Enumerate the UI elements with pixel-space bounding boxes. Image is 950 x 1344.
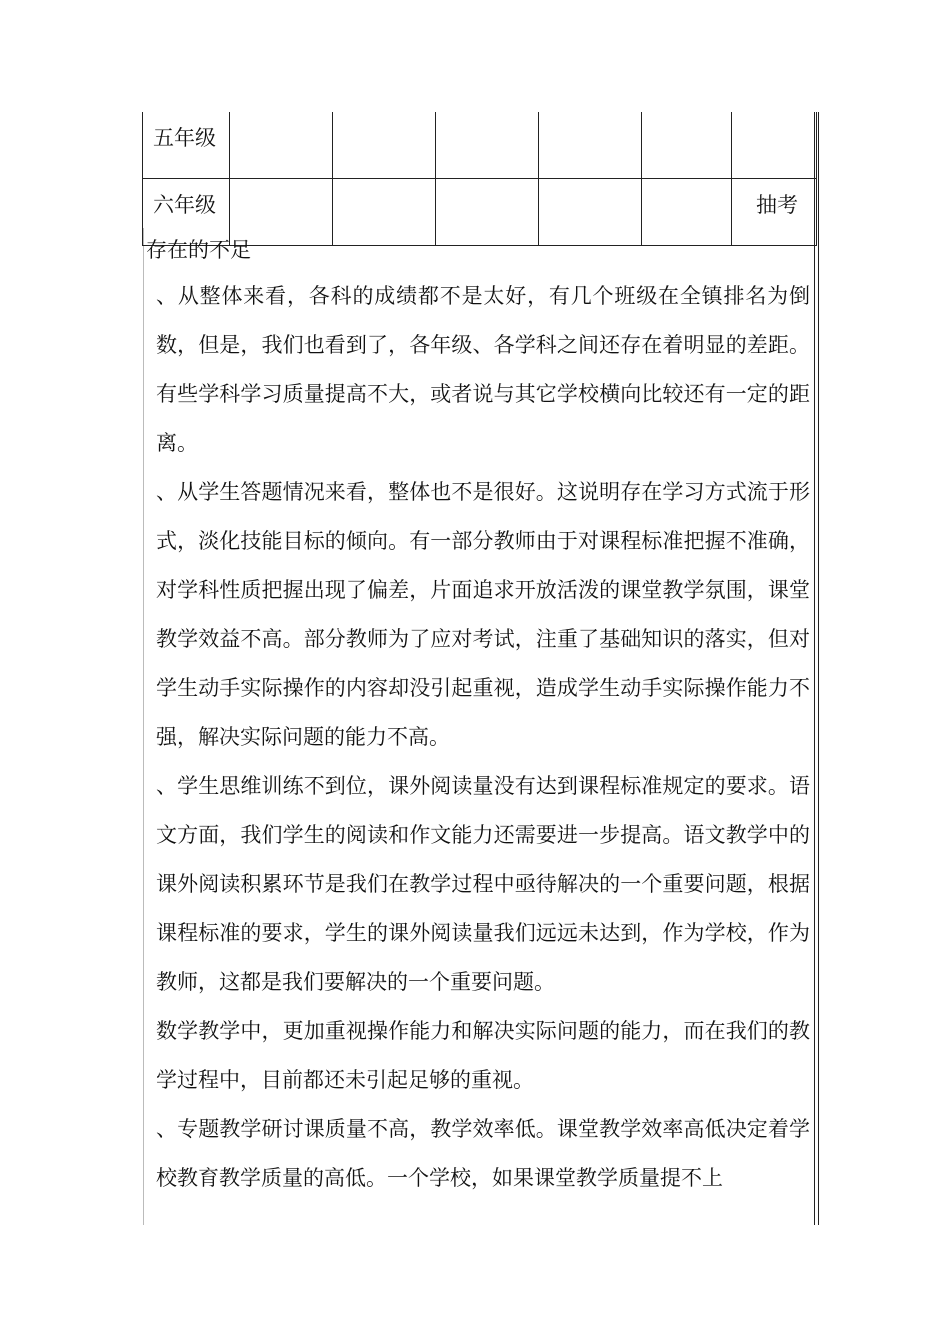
table-cell [333,112,436,179]
paragraph: 、学生思维训练不到位，课外阅读量没有达到课程标准规定的要求。语文方面，我们学生的阅读和作文能力还需要进一步提高。语文教学中的课外阅读积累环节是我们在教学过程中亟待解决的一个重要问题，根据课程标准的要求，学生的课外阅读量我们远远未达到，作为学校，作为教师，这都是我们要解决的一个重要问题。 [156,774,810,994]
grade-label: 五年级 [143,112,230,179]
grade-label: 六年级 [143,179,230,246]
page-border-right-outer [818,112,819,1225]
note-cell: 抽考 [732,179,817,246]
paragraph: 、从整体来看，各科的成绩都不是太好，有几个班级在全镇排名为倒数，但是，我们也看到了，各年级、各学科之间还存在着明显的差距。有些学科学习质量提高不大，或者说与其它学校横向比较还有一定的距离。 [156,284,810,455]
page-border-right [814,112,815,1225]
paragraph: 数学教学中，更加重视操作能力和解决实际问题的能力，而在我们的教学过程中，目前都还未引起足够的重视。 [156,1019,810,1092]
section-content [144,228,810,1203]
grade-table [142,112,817,246]
paragraph: 、专题教学研讨课质量不高，教学效率低。课堂教学效率高低决定着学校教育教学质量的高低。一个学校，如果课堂教学质量提不上 [156,1117,810,1190]
table-cell [539,112,642,179]
table-cell [230,112,333,179]
table-row [143,112,817,179]
table-cell [436,112,539,179]
paragraph: 、从学生答题情况来看，整体也不是很好。这说明存在学习方式流于形式，淡化技能目标的倾向。有一部分教师由于对课程标准把握不准确，对学科性质把握出现了偏差，片面追求开放活泼的课堂教学氛围，课堂教学效益不高。部分教师为了应对考试，注重了基础知识的落实，但对学生动手实际操作的内容却没引起重视，造成学生动手实际操作能力不强，解决实际问题的能力不高。 [156,480,810,749]
note-cell [732,112,817,179]
section-heading: 存在的不足 [146,238,251,262]
table-cell [642,112,732,179]
